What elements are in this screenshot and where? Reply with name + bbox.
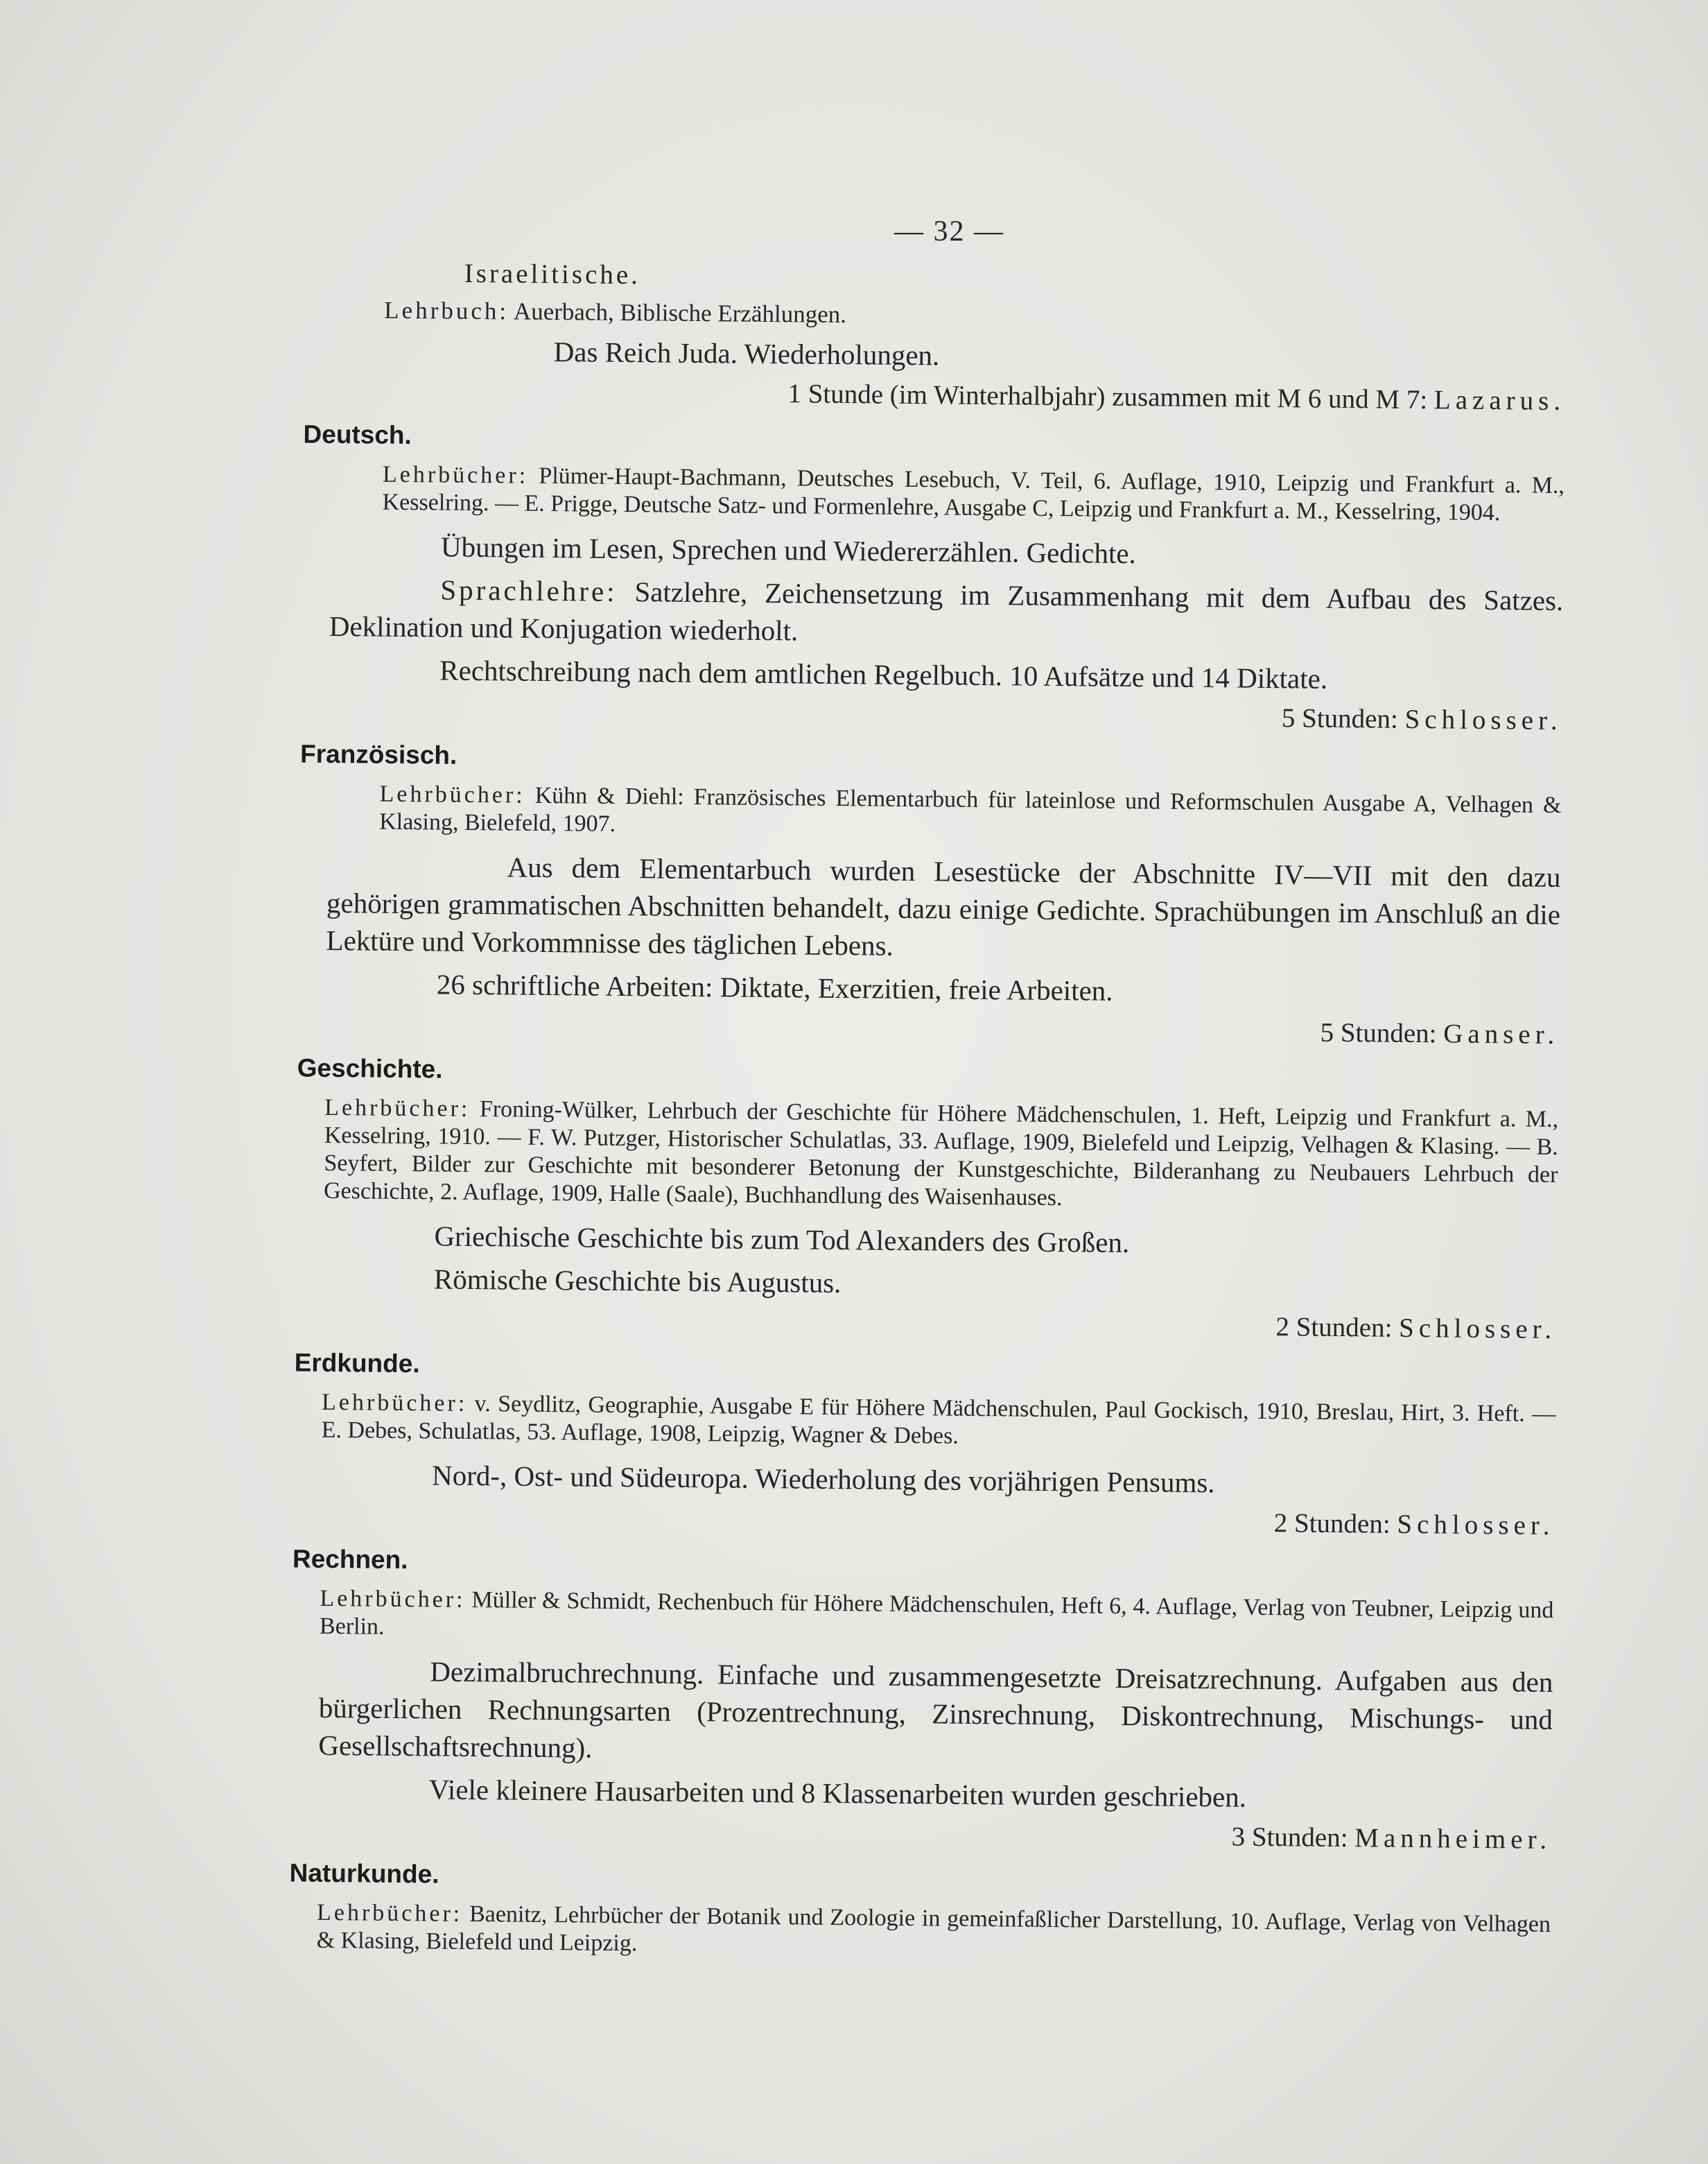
section-heading: Rechnen. [292,1544,408,1575]
section-naturkunde [289,1858,1551,1966]
textbook-label: Lehrbücher: [324,1094,471,1122]
hours-text: 3 Stunden: [1231,1821,1348,1853]
textbook-text: Kühn & Diehl: Französisches Elementarbuch für lateinlose und Reformschulen Ausgabe A, Velhagen & Klasing, Bielefeld, 1907. [379,782,1562,837]
lesson-paragraph [329,570,1564,657]
textbook-reference [324,1094,1558,1217]
hours-text: 2 Stunden: [1273,1508,1391,1539]
teacher-name: Schlosser. [1398,1313,1557,1345]
section-deutsch [303,419,1565,736]
textbook-label: Lehrbücher: [320,1585,466,1613]
section-franzoesisch [299,739,1562,1050]
lesson-paragraph: Griechische Geschichte bis zum Tod Alexanders des Großen. [434,1220,1130,1259]
textbook-reference [327,780,1562,847]
textbook-reference [316,1899,1551,1966]
section-erdkunde [294,1348,1556,1541]
textbook-label: Lehrbücher: [379,781,525,808]
section-geschichte [297,1053,1559,1345]
section-israelitische [331,257,1567,417]
lesson-content: Das Reich Juda. Wiederholungen. [553,336,940,372]
textbook-reference [330,460,1565,528]
textbook-label: Lehrbücher: [321,1389,468,1417]
topic-text: Satzlehre, Zeichensetzung im Zusammenhang mit dem Aufbau des Satzes. Deklination und Konjugation wiederholt. [329,575,1564,647]
teacher-name: Lazarus. [1434,385,1566,417]
section-heading: Erdkunde. [294,1348,420,1378]
lesson-paragraph: Nord-, Ost- und Südeuropa. Wiederholung des vorjährigen Pensums. [431,1459,1215,1499]
section-subheading: Israelitische. [464,258,641,291]
lesson-paragraph: Übungen im Lesen, Sprechen und Wiedererzählen. Gedichte. [440,530,1137,570]
section-heading: Französisch. [299,739,458,770]
section-heading: Geschichte. [297,1053,443,1084]
section-rechnen [292,1544,1554,1855]
textbook-label: Lehrbuch: [384,296,509,325]
hours-line [320,1498,1554,1541]
section-heading: Deutsch. [303,419,412,450]
textbook-text: Baenitz, Lehrbücher der Botanik und Zoologie in gemeinfaßlicher Darstellung, 10. Auflage, Verlag von Velhagen & Klasing, Bielefeld und Leipzig. [316,1901,1551,1957]
textbook-reference [320,1585,1554,1652]
teacher-name: Schlosser. [1397,1509,1555,1541]
teacher-name: Ganser. [1443,1019,1560,1050]
section-heading: Naturkunde. [289,1858,439,1889]
lesson-paragraph: Dezimalbruchrechnung. Einfache und zusammengesetzte Dreisatzrechnung. Aufgaben aus den bürgerlichen Rechnungsarten (Prozentrechnung, Zinsrechnung, Diskontrechnung, Mischungs- und Gesellschaftsrechnung). [318,1655,1553,1764]
hours-text: 5 Stunden: [1281,703,1399,734]
lesson-paragraph: Römische Geschichte bis Augustus. [433,1263,842,1299]
textbook-text: Müller & Schmidt, Rechenbuch für Höhere Mädchenschulen, Heft 6, 4. Auflage, Verlag von Teubner, Leipzig und Berlin. [319,1587,1554,1640]
textbook-reference [332,296,1566,336]
hours-line [329,693,1562,736]
textbook-label: Lehrbücher: [382,461,529,489]
hours-text: 1 Stunde (im Winterhalbjahr) zusammen mit M 6 und M 7: [787,379,1428,415]
lesson-paragraph: Aus dem Elementarbuch wurden Lesestücke der Abschnitte IV—VII mit den dazu gehörigen grammatischen Abschnitten behandelt, dazu einige Gedichte. Sprachübungen im Anschluß an die Lektüre und Vorkommnisse des täglichen Lebens. [326,851,1561,962]
hours-line [322,1302,1556,1345]
hours-line [317,1812,1551,1855]
teacher-name: Mannheimer. [1354,1823,1552,1855]
textbook-text: Plümer-Haupt-Bachmann, Deutsches Lesebuch, V. Teil, 6. Auflage, 1910, Leipzig und Frankfurt a. M., Kesselring. — E. Prigge, Deutsche Satz- und Formenlehre, Ausgabe C, Leipzig und Frankfurt a. M., Kesselring, 1904. [382,462,1565,526]
page-number: — 32 — [894,216,1004,248]
text-column [289,257,1567,1977]
textbook-text: Auerbach, Biblische Erzählungen. [513,297,847,329]
lesson-paragraph: 26 schriftliche Arbeiten: Diktate, Exerzitien, freie Arbeiten. [436,968,1113,1007]
lesson-paragraph: Rechtschreibung nach dem amtlichen Regelbuch. 10 Aufsätze und 14 Diktate. [439,654,1328,695]
hours-text: 2 Stunden: [1275,1312,1393,1343]
textbook-text: Froning-Wülker, Lehrbuch der Geschichte für Höhere Mädchenschulen, 1. Heft, Leipzig und Frankfurt a. M., Kesselring, 1910. — F. W. Putzger, Historischer Schulatlas, 33. Auflage, 1909, Bielefeld und Leipzig, Velhagen & Klasing. — B. Seyfert, Bilder zur Geschichte mit besonderer Betonung der Kunstgeschichte, Bilderanhang zu Neubauers Lehrbuch der Geschichte, 2. Auflage, 1909, Halle (Saale), Buchhandlung des Waisenhauses. [323,1096,1559,1211]
topic-label: Sprachlehre: [440,573,618,607]
textbook-label: Lehrbücher: [316,1899,463,1927]
hours-line [331,374,1565,417]
lesson-paragraph: Viele kleinere Hausarbeiten und 8 Klassenarbeiten wurden geschrieben. [428,1773,1247,1813]
hours-line [325,1007,1559,1050]
textbook-text: v. Seydlitz, Geographie, Ausgabe E für Höhere Mädchenschulen, Paul Gockisch, 1910, Breslau, Hirt, 3. Heft. — E. Debes, Schulatlas, 53. Auflage, 1908, Leipzig, Wagner & Debes. [321,1391,1556,1449]
textbook-reference [322,1389,1556,1456]
teacher-name: Schlosser. [1404,704,1562,736]
hours-text: 5 Stunden: [1320,1017,1437,1049]
